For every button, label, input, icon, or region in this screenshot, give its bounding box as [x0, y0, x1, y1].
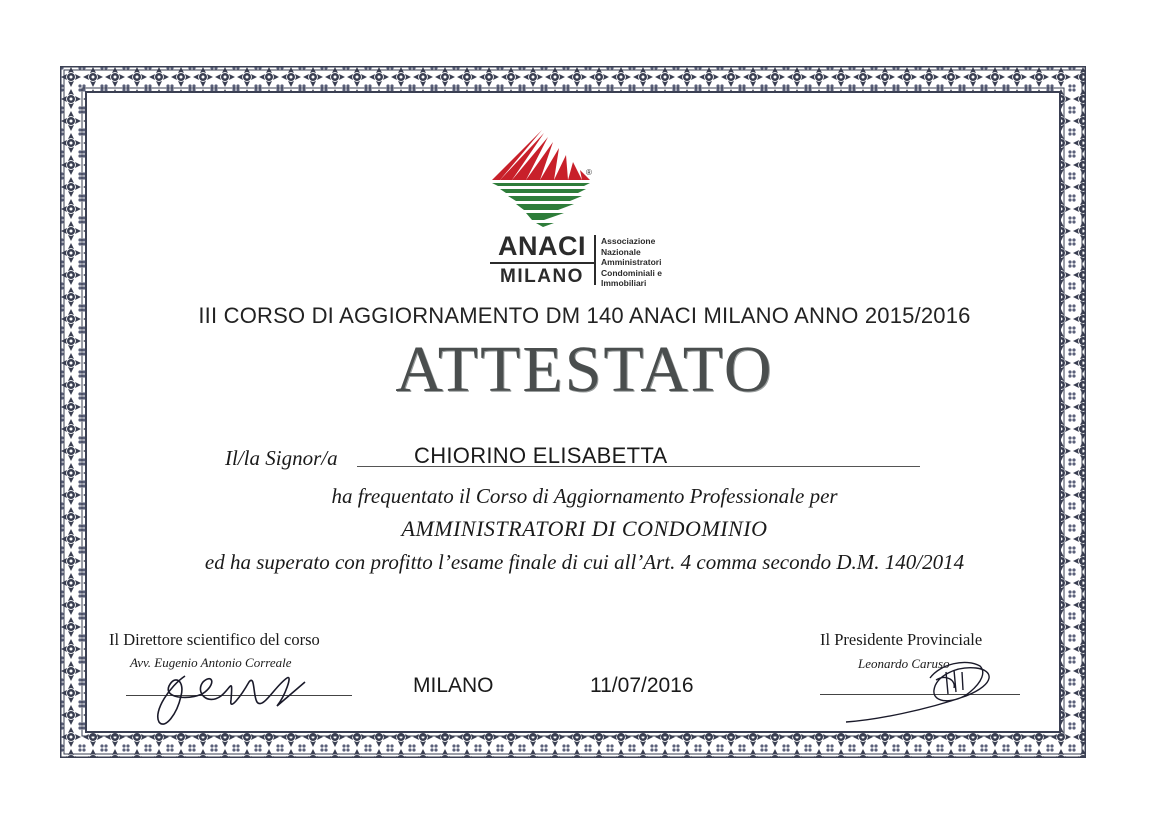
logo-rule — [490, 262, 594, 264]
course-title: III CORSO DI AGGIORNAMENTO DM 140 ANACI MILANO ANNO 2015/2016 — [198, 303, 971, 328]
registered-mark: ® — [586, 168, 592, 177]
logo-wordmark — [486, 231, 598, 288]
logo-separator — [594, 235, 596, 285]
right-signatory-title: Il Presidente Provinciale — [820, 630, 983, 649]
right-signatory-name: Leonardo Caruso — [858, 656, 950, 671]
assoc-line: Associazione — [601, 236, 656, 246]
assoc-line: Immobiliari — [601, 278, 647, 288]
left-signatory-name: Avv. Eugenio Antonio Correale — [130, 655, 292, 670]
assoc-line: Nazionale — [601, 246, 641, 257]
place: MILANO — [413, 674, 494, 697]
body-line-3: ed ha superato con profitto l’esame finale di cui all’Art. 4 comma secondo D.M. 140/2014 — [204, 550, 965, 574]
assoc-line: Condominiali e — [601, 267, 662, 278]
recipient-label: Il/la Signor/a — [225, 446, 338, 470]
assoc-line: Amministratori — [601, 257, 662, 267]
recipient-name: CHIORINO ELISABETTA — [414, 443, 668, 468]
left-signatory-title: Il Direttore scientifico del corso — [109, 630, 320, 649]
right-signature — [836, 650, 1006, 730]
logo-city: MILANO — [500, 266, 584, 287]
left-signature — [145, 656, 315, 732]
date: 11/07/2016 — [590, 674, 694, 697]
logo-rays-icon — [486, 128, 598, 228]
anaci-logo — [478, 128, 688, 298]
logo-name: ANACI — [498, 231, 586, 261]
body-line-1: ha frequentato il Corso di Aggiornamento Professionale per — [331, 484, 838, 508]
certificate-title: ATTESTATO — [395, 333, 774, 406]
logo-association-text — [601, 236, 662, 289]
body-line-2: AMMINISTRATORI DI CONDOMINIO — [401, 516, 768, 541]
